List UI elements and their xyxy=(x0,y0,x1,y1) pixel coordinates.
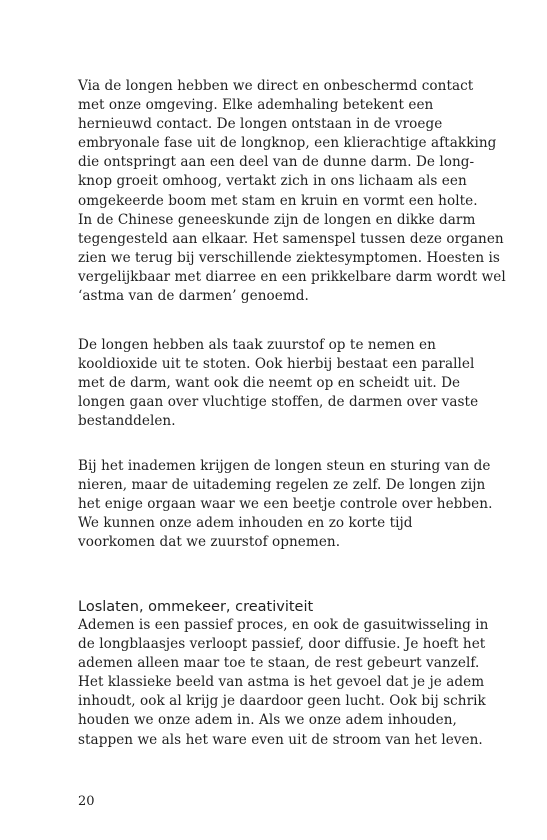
text-line: inhoudt, ook al krijg je daardoor geen lucht. Ook bij schrik xyxy=(78,693,486,710)
text-line: Bij het inademen krijgen de longen steun en sturing van de xyxy=(78,458,491,474)
paragraph-lungs-contact xyxy=(78,77,506,306)
text-line: voorkomen dat we zuurstof opnemen. xyxy=(78,534,341,551)
text-line: die ontspringt aan een deel van de dunne darm. De long- xyxy=(78,154,475,171)
text-line: hernieuwd contact. De longen ontstaan in de vroege xyxy=(78,116,443,133)
text-line: kooldioxide uit te stoten. Ook hierbij bestaat een parallel xyxy=(78,356,475,373)
text-line: bestanddelen. xyxy=(78,413,176,430)
text-line: longen gaan over vluchtige stoffen, de darmen over vaste xyxy=(78,394,479,411)
text-line: In de Chinese geneeskunde zijn de longen en dikke darm xyxy=(78,211,476,228)
text-line: knop groeit omhoog, vertakt zich in ons lichaam als een xyxy=(78,173,467,190)
text-line: vergelijkbaar met diarree en een prikkelbare darm wordt wel xyxy=(78,268,506,285)
text-line: Via de longen hebben we direct en onbeschermd contact xyxy=(78,78,474,94)
page-number: 20 xyxy=(78,794,95,809)
paragraph-breathing-passive xyxy=(78,616,489,750)
text-line: stappen we als het ware even uit de stroom van het leven. xyxy=(78,731,483,748)
text-line: omgekeerde boom met stam en kruin en vormt een holte. xyxy=(78,192,478,209)
text-line: De longen hebben als taak zuurstof op te nemen en xyxy=(78,337,436,353)
text-line: het enige orgaan waar we een beetje controle over hebben. xyxy=(78,496,493,513)
text-line: ‘astma van de darmen’ genoemd. xyxy=(78,288,309,305)
text-line: Ademen is een passief proces, en ook de gasuitwisseling in xyxy=(78,617,489,633)
text-line: zien we terug bij verschillende ziektesymptomen. Hoesten is xyxy=(78,249,500,266)
paragraph-lungs-task xyxy=(78,336,478,431)
text-line: ademen alleen maar toe te staan, de rest gebeurt vanzelf. xyxy=(78,655,480,672)
text-line: tegengesteld aan elkaar. Het samenspel tussen deze organen xyxy=(78,230,504,247)
text-line: embryonale fase uit de longknop, een klierachtige aftakking xyxy=(78,135,497,152)
paragraph-inhaling xyxy=(78,457,493,552)
text-line: Het klassieke beeld van astma is het gevoel dat je je adem xyxy=(78,674,485,691)
text-line: nieren, maar de uitademing regelen ze zelf. De longen zijn xyxy=(78,477,486,494)
text-line: We kunnen onze adem inhouden en zo korte tijd xyxy=(78,515,413,532)
section-heading: Loslaten, ommekeer, creativiteit xyxy=(78,599,314,615)
text-line: met onze omgeving. Elke ademhaling betekent een xyxy=(78,97,434,114)
text-line: met de darm, want ook die neemt op en scheidt uit. De xyxy=(78,375,461,392)
text-line: de longblaasjes verloopt passief, door diffusie. Je hoeft het xyxy=(78,636,486,653)
text-line: houden we onze adem in. Als we onze adem inhouden, xyxy=(78,712,457,729)
